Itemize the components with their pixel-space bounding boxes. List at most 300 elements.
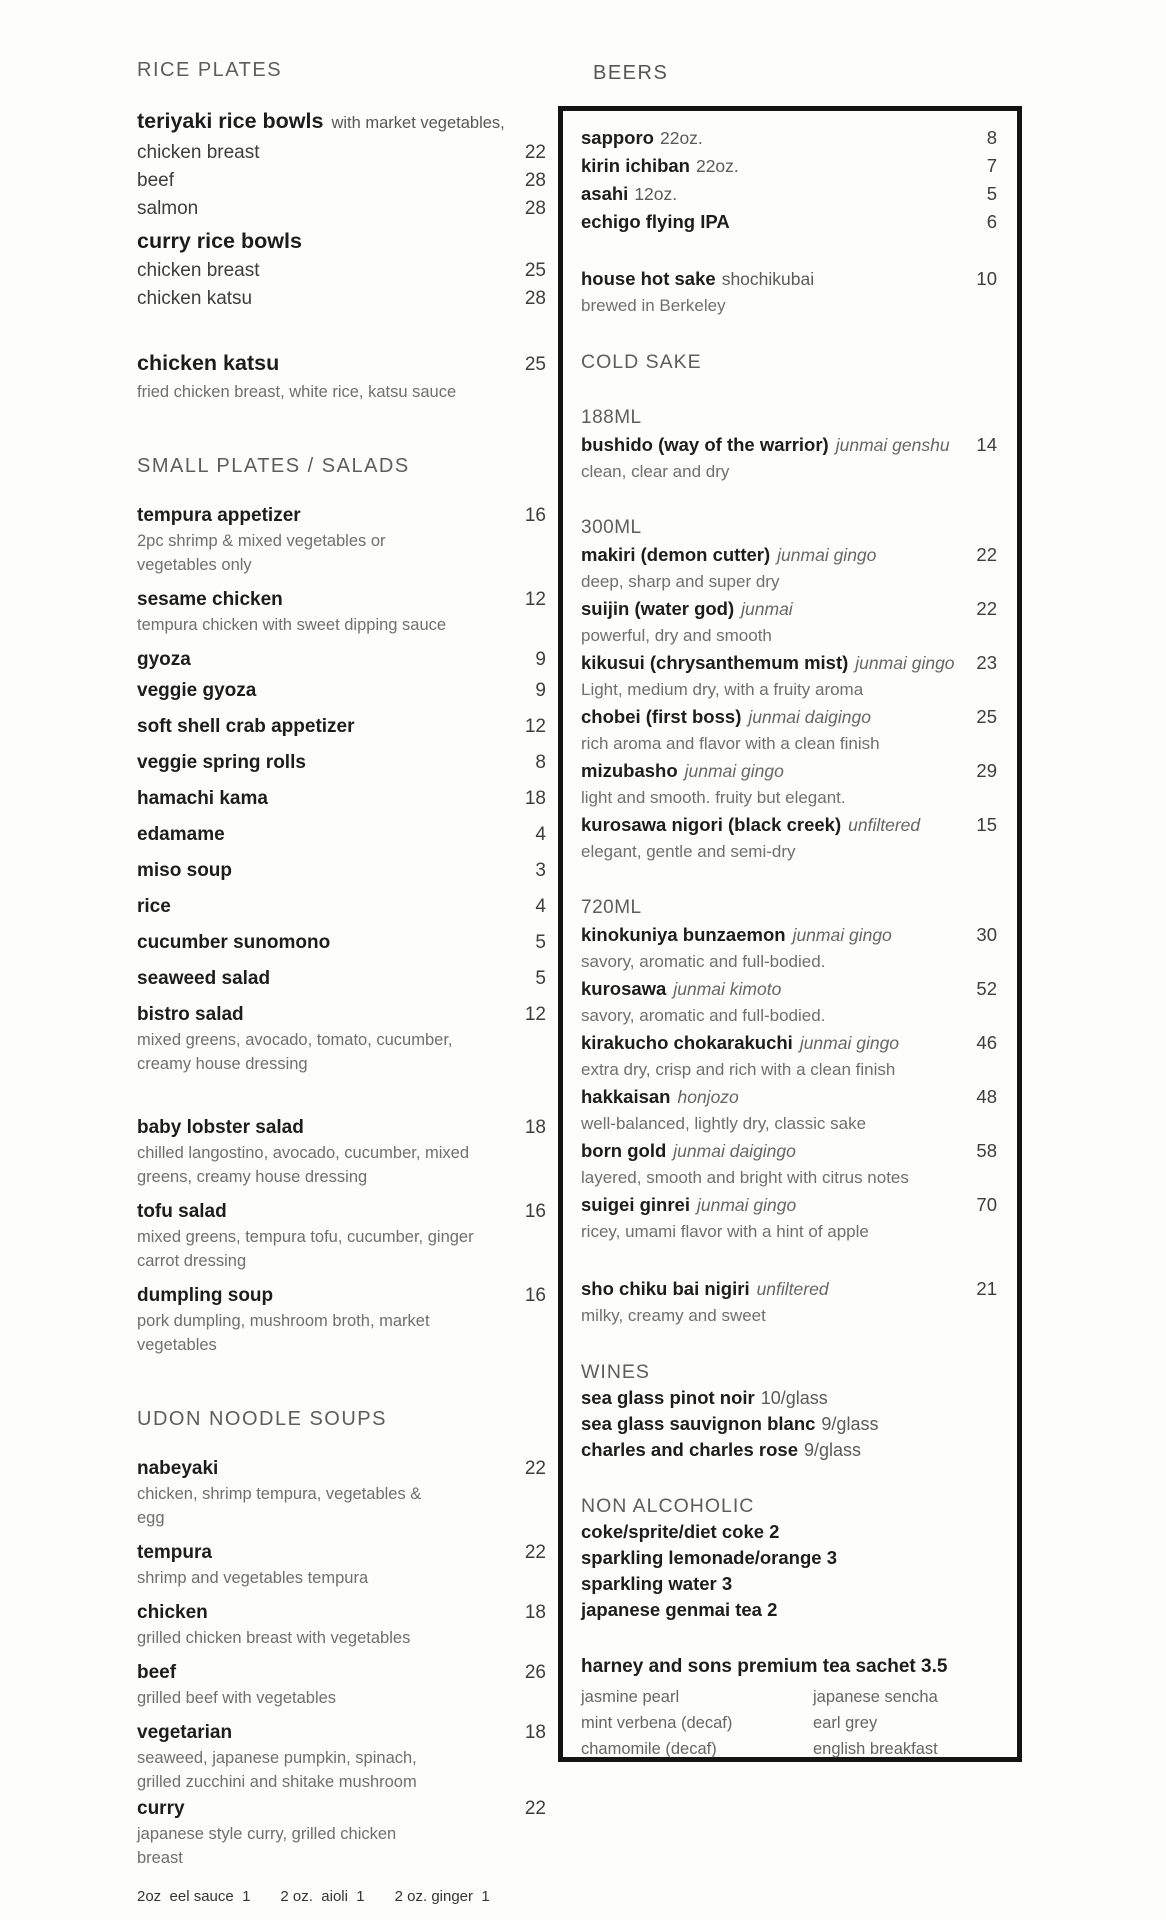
item-name: miso soup [137, 860, 233, 881]
item-name: chobei (first boss) [581, 706, 742, 727]
item-desc: milky, creamy and sweet [581, 1306, 766, 1325]
item-variety: junmai gingo [855, 653, 955, 673]
menu-item [137, 167, 546, 194]
item-price: 8 [986, 127, 997, 148]
item-label [137, 502, 301, 529]
item-price: 7 [986, 155, 997, 176]
item-variety: junmai genshu [835, 435, 950, 455]
item-desc: 2pc shrimp & mixed vegetables or [137, 532, 386, 550]
item-name: dumpling soup [137, 1285, 274, 1306]
item-desc: seaweed, japanese pumpkin, spinach, [137, 1749, 417, 1767]
item-name: curry rice bowls [137, 229, 302, 253]
item-desc: carrot dressing [137, 1252, 247, 1270]
item-variety: shochikubai [721, 269, 815, 289]
non-alcoholic-item [581, 1597, 997, 1623]
footnote-item: 2oz eel sauce 1 [137, 1888, 251, 1905]
item-desc: egg [137, 1509, 165, 1527]
item-name: kurosawa [581, 978, 667, 999]
tea-list [581, 1684, 997, 1762]
item-price: 10/glass [760, 1388, 828, 1408]
item-desc: tempura chicken with sweet dipping sauce [137, 616, 447, 634]
item-label [581, 595, 793, 623]
sake-item [581, 1029, 997, 1057]
item-name: veggie spring rolls [137, 752, 306, 773]
item-price: 9/glass [803, 1440, 862, 1460]
item-name: tempura [137, 1542, 212, 1563]
item-label [137, 1001, 244, 1028]
menu-item [137, 195, 546, 222]
item-name: chicken katsu [137, 351, 280, 375]
item-name: suigei ginrei [581, 1194, 690, 1215]
item-label [581, 757, 784, 785]
item-name: kirin ichiban [581, 155, 690, 176]
item-price: 6 [986, 211, 997, 232]
menu-item [137, 1719, 546, 1746]
menu-item [137, 1795, 546, 1822]
menu-item [137, 285, 546, 312]
menu-item [137, 1001, 546, 1028]
item-price: 9 [535, 680, 546, 701]
item-name: kinokuniya bunzaemon [581, 924, 786, 945]
sake-item [581, 1275, 997, 1303]
item-label [137, 285, 252, 312]
item-variety: honjozo [677, 1087, 739, 1107]
non-alcoholic-item [581, 1545, 997, 1571]
item-desc: layered, smooth and bright with citrus notes [581, 1168, 909, 1187]
sake-item [581, 541, 997, 569]
menu-item [137, 348, 546, 380]
item-desc: well-balanced, lightly dry, classic sake [581, 1114, 867, 1133]
item-label [137, 749, 306, 776]
item-name: house hot sake [581, 268, 716, 289]
tea-item: japanese sencha [813, 1688, 938, 1706]
menu-block [137, 502, 546, 1357]
item-label [137, 821, 225, 848]
item-label [137, 1198, 227, 1225]
sake-item [581, 1191, 997, 1219]
item-desc: clean, clear and dry [581, 462, 730, 481]
item-label [137, 857, 232, 884]
item-desc: mixed greens, avocado, tomato, cucumber, [137, 1031, 453, 1049]
sake-item [581, 811, 997, 839]
spacer [581, 485, 997, 515]
item-label [581, 921, 892, 949]
sake-item [581, 975, 997, 1003]
item-desc: grilled chicken breast with vegetables [137, 1629, 411, 1647]
item-price: 4 [535, 896, 546, 917]
spacer [581, 235, 997, 265]
menu-item [137, 965, 546, 992]
item-name: tempura appetizer [137, 505, 301, 526]
item-name: hakkaisan [581, 1086, 671, 1107]
item-desc: vegetables only [137, 556, 252, 574]
wine-item [581, 1385, 997, 1411]
menu-item [137, 929, 546, 956]
left-column [137, 58, 546, 1905]
item-label [137, 586, 283, 613]
item-price: 25 [524, 354, 546, 375]
item-price: 5 [535, 968, 546, 989]
spacer [581, 1463, 997, 1493]
drinks-box [558, 106, 1022, 1762]
non-alcoholic-item [581, 1519, 997, 1545]
item-desc: grilled zucchini and shitake mushroom [137, 1773, 417, 1791]
item-name: tofu salad [137, 1201, 227, 1222]
item-price: 16 [524, 1201, 546, 1222]
item-price: 12 [524, 716, 546, 737]
item-name: coke/sprite/diet coke [581, 1521, 765, 1542]
item-name: mizubasho [581, 760, 678, 781]
sake-item [581, 265, 997, 293]
item-size: 22oz. [695, 156, 739, 176]
sake-item [581, 1083, 997, 1111]
item-desc: chicken, shrimp tempura, vegetables & [137, 1485, 422, 1503]
wine-item [581, 1437, 997, 1463]
item-label [581, 1275, 829, 1303]
item-label [581, 975, 781, 1003]
item-price: 4 [535, 824, 546, 845]
section-header: WINES [581, 1361, 650, 1383]
item-variety: junmai gingo [777, 545, 877, 565]
item-desc: greens, creamy house dressing [137, 1168, 368, 1186]
menu-item [137, 1198, 546, 1225]
item-label [137, 785, 268, 812]
item-name: chicken breast [137, 142, 260, 163]
sake-item [581, 757, 997, 785]
item-name: baby lobster salad [137, 1117, 304, 1138]
menu-item [137, 502, 546, 529]
item-name: echigo flying IPA [581, 211, 730, 232]
menu-item [137, 257, 546, 284]
item-price: 8 [535, 752, 546, 773]
menu-item [137, 139, 546, 166]
sake-item [581, 703, 997, 731]
item-name: nabeyaki [137, 1458, 219, 1479]
item-desc: japanese style curry, grilled chicken [137, 1825, 397, 1843]
item-desc: extra dry, crisp and rich with a clean finish [581, 1060, 896, 1079]
item-price: 12 [524, 1004, 546, 1025]
item-label [137, 1659, 176, 1686]
sake-item [581, 1137, 997, 1165]
item-price: 16 [524, 1285, 546, 1306]
item-name: born gold [581, 1140, 667, 1161]
section-header: SMALL PLATES / SALADS [137, 455, 410, 477]
beer-item [581, 208, 997, 235]
item-desc: deep, sharp and super dry [581, 572, 780, 591]
item-name: beef [137, 170, 174, 191]
item-name: charles and charles rose [581, 1439, 798, 1460]
item-name: sparkling water [581, 1573, 717, 1594]
item-label [137, 929, 330, 956]
spacer [581, 319, 997, 349]
menu-item [137, 226, 546, 256]
menu-item [137, 893, 546, 920]
item-variety: junmai gingo [696, 1195, 797, 1215]
item-name: kikusui (chrysanthemum mist) [581, 652, 849, 673]
item-variety: junmai daigingo [748, 707, 871, 727]
item-name: cucumber sunomono [137, 932, 331, 953]
section-header: UDON NOODLE SOUPS [137, 1408, 387, 1430]
item-price: 21 [976, 1278, 997, 1299]
menu-section [137, 1407, 546, 1870]
item-price: 14 [976, 434, 997, 455]
item-price: 70 [976, 1194, 997, 1215]
tea-item: earl grey [813, 1714, 878, 1732]
item-label [581, 1083, 739, 1111]
item-price: 46 [976, 1032, 997, 1053]
menu-block [137, 106, 546, 312]
item-price: 18 [524, 1117, 546, 1138]
item-desc: creamy house dressing [137, 1055, 308, 1073]
item-price: 30 [976, 924, 997, 945]
item-variety: junmai gingo [792, 925, 892, 945]
item-price: 25 [524, 260, 546, 281]
item-label [581, 180, 677, 208]
item-label [581, 152, 739, 180]
item-label [137, 167, 174, 194]
item-variety: junmai gingo [684, 761, 784, 781]
item-label [137, 1539, 212, 1566]
item-desc: powerful, dry and smooth [581, 626, 772, 645]
item-desc: elegant, gentle and semi-dry [581, 842, 796, 861]
item-desc: light and smooth. fruity but elegant. [581, 788, 846, 807]
menu-section [137, 58, 546, 404]
spacer [581, 1245, 997, 1275]
item-desc: brewed in Berkeley [581, 296, 726, 315]
item-price: 3 [716, 1573, 733, 1594]
menu-item [137, 857, 546, 884]
item-price: 25 [976, 706, 997, 727]
item-price: 26 [524, 1662, 546, 1683]
spacer [581, 865, 997, 895]
tea-item: chamomile (decaf) [581, 1740, 717, 1758]
footnote-item: 2 oz. aioli 1 [280, 1888, 365, 1905]
menu-item [137, 821, 546, 848]
footnote [137, 1888, 546, 1905]
item-name: beef [137, 1662, 177, 1683]
item-price: 23 [976, 652, 997, 673]
footnote-item: 2 oz. ginger 1 [394, 1888, 490, 1905]
item-desc: breast [137, 1849, 183, 1867]
item-price: 2 [764, 1521, 780, 1542]
item-label [581, 1029, 899, 1057]
menu-block [137, 348, 546, 404]
item-variety: unfiltered [756, 1279, 829, 1299]
item-label [581, 649, 955, 677]
item-size: 22oz. [659, 128, 703, 148]
item-price: 18 [524, 1602, 546, 1623]
menu-item [137, 106, 546, 138]
item-size: 12oz. [634, 184, 678, 204]
item-price: 22 [524, 142, 546, 163]
item-name: teriyaki rice bowls [137, 109, 324, 133]
item-label [137, 965, 270, 992]
sake-item [581, 649, 997, 677]
item-price: 16 [524, 505, 546, 526]
item-desc: ricey, umami flavor with a hint of apple [581, 1222, 869, 1241]
section-header-beers: BEERS [593, 62, 669, 84]
item-price: 10 [976, 268, 997, 289]
tea-item: english breakfast [813, 1740, 938, 1758]
beer-item [581, 180, 997, 208]
spacer [581, 1623, 997, 1653]
item-price: 15 [976, 814, 997, 835]
beer-item [581, 124, 997, 152]
item-label [581, 1191, 796, 1219]
item-desc: mixed greens, tempura tofu, cucumber, ginger [137, 1228, 474, 1246]
item-desc: vegetables [137, 1336, 217, 1354]
item-price: 28 [524, 198, 546, 219]
item-price: 18 [524, 788, 546, 809]
item-label [137, 1282, 273, 1309]
item-price: 22 [976, 598, 997, 619]
item-price: 22 [524, 1798, 546, 1819]
item-price: 52 [976, 978, 997, 999]
item-label [581, 1137, 796, 1165]
sake-item [581, 431, 997, 459]
item-label [137, 893, 171, 920]
menu-item [137, 1282, 546, 1309]
menu-item [137, 1455, 546, 1482]
item-label [137, 1719, 232, 1746]
item-label [137, 677, 256, 704]
item-desc: fried chicken breast, white rice, katsu sauce [137, 383, 457, 401]
item-label [137, 226, 302, 256]
section-header: COLD SAKE [581, 351, 702, 373]
menu-item [137, 586, 546, 613]
size-header: 300ML [581, 517, 642, 538]
item-name: kurosawa nigori (black creek) [581, 814, 842, 835]
item-variety: unfiltered [848, 815, 921, 835]
item-label [137, 106, 505, 138]
spacer [581, 1329, 997, 1359]
item-label [581, 265, 814, 293]
item-price: 5 [535, 932, 546, 953]
item-price: 3 [821, 1547, 838, 1568]
size-header: 188ML [581, 407, 642, 428]
item-price: 29 [976, 760, 997, 781]
item-name: gyoza [137, 649, 191, 670]
item-price: 22 [976, 544, 997, 565]
item-suffix: with market vegetables, [331, 114, 505, 132]
menu-item [137, 1659, 546, 1686]
menu-item [137, 1539, 546, 1566]
item-name: chicken breast [137, 260, 260, 281]
item-label [581, 811, 920, 839]
item-label [137, 646, 191, 673]
item-name: bistro salad [137, 1004, 244, 1025]
item-label [581, 541, 876, 569]
menu-item [137, 677, 546, 704]
item-variety: junmai kimoto [673, 979, 782, 999]
item-name: suijin (water god) [581, 598, 735, 619]
menu-item [137, 785, 546, 812]
item-desc: Light, medium dry, with a fruity aroma [581, 680, 864, 699]
menu-block [137, 1455, 546, 1870]
item-label [581, 431, 950, 459]
item-name: sea glass sauvignon blanc [581, 1413, 816, 1434]
item-price: 22 [524, 1458, 546, 1479]
tea-item: mint verbena (decaf) [581, 1714, 733, 1732]
item-name: chicken [137, 1602, 208, 1623]
menu-item [137, 1114, 546, 1141]
item-variety: junmai [741, 599, 793, 619]
item-price: 58 [976, 1140, 997, 1161]
item-label [581, 703, 871, 731]
item-price: 48 [976, 1086, 997, 1107]
item-desc: grilled beef with vegetables [137, 1689, 337, 1707]
item-label [137, 1599, 208, 1626]
sake-item [581, 921, 997, 949]
item-name: sho chiku bai nigiri [581, 1278, 750, 1299]
tea-title: harney and sons premium tea sachet 3.5 [581, 1656, 948, 1677]
item-price: 22 [524, 1542, 546, 1563]
beer-item [581, 152, 997, 180]
item-price: 3 [535, 860, 546, 881]
spacer [581, 375, 997, 405]
item-name: soft shell crab appetizer [137, 716, 355, 737]
item-price: 9 [535, 649, 546, 670]
item-desc: savory, aromatic and full-bodied. [581, 1006, 826, 1025]
item-name: makiri (demon cutter) [581, 544, 771, 565]
item-name: sesame chicken [137, 589, 283, 610]
item-label [581, 208, 730, 235]
item-name: seaweed salad [137, 968, 271, 989]
item-label [137, 257, 260, 284]
item-name: sea glass pinot noir [581, 1387, 755, 1408]
menu-item [137, 749, 546, 776]
item-price: 9/glass [821, 1414, 879, 1434]
menu-item [137, 713, 546, 740]
non-alcoholic-item [581, 1571, 997, 1597]
item-name: chicken katsu [137, 288, 253, 309]
item-desc: rich aroma and flavor with a clean finish [581, 734, 880, 753]
item-price: 28 [524, 288, 546, 309]
section-header: RICE PLATES [137, 59, 283, 81]
sake-item [581, 595, 997, 623]
item-name: hamachi kama [137, 788, 268, 809]
size-header: 720ML [581, 897, 642, 918]
menu-section [137, 454, 546, 1357]
item-label [137, 139, 260, 166]
item-name: kirakucho chokarakuchi [581, 1032, 793, 1053]
item-price: 2 [761, 1599, 778, 1620]
item-label [137, 195, 198, 222]
item-name: edamame [137, 824, 225, 845]
item-name: sparkling lemonade/orange [581, 1547, 822, 1568]
section-header: NON ALCOHOLIC [581, 1495, 755, 1517]
item-label [137, 713, 355, 740]
item-label [137, 348, 279, 378]
item-label [137, 1114, 304, 1141]
item-name: rice [137, 896, 171, 917]
item-name: curry [137, 1798, 185, 1819]
item-name: asahi [581, 183, 629, 204]
tea-item: jasmine pearl [581, 1688, 680, 1706]
item-label [137, 1455, 218, 1482]
item-variety: junmai daigingo [673, 1141, 796, 1161]
item-name: vegetarian [137, 1722, 233, 1743]
item-desc: chilled langostino, avocado, cucumber, mixed [137, 1144, 470, 1162]
item-label [137, 1795, 185, 1822]
item-price: 5 [986, 183, 997, 204]
wine-item [581, 1411, 997, 1437]
menu-item [137, 1599, 546, 1626]
item-label [581, 124, 703, 152]
item-name: sapporo [581, 127, 654, 148]
item-desc: savory, aromatic and full-bodied. [581, 952, 826, 971]
item-name: japanese genmai tea [581, 1599, 762, 1620]
